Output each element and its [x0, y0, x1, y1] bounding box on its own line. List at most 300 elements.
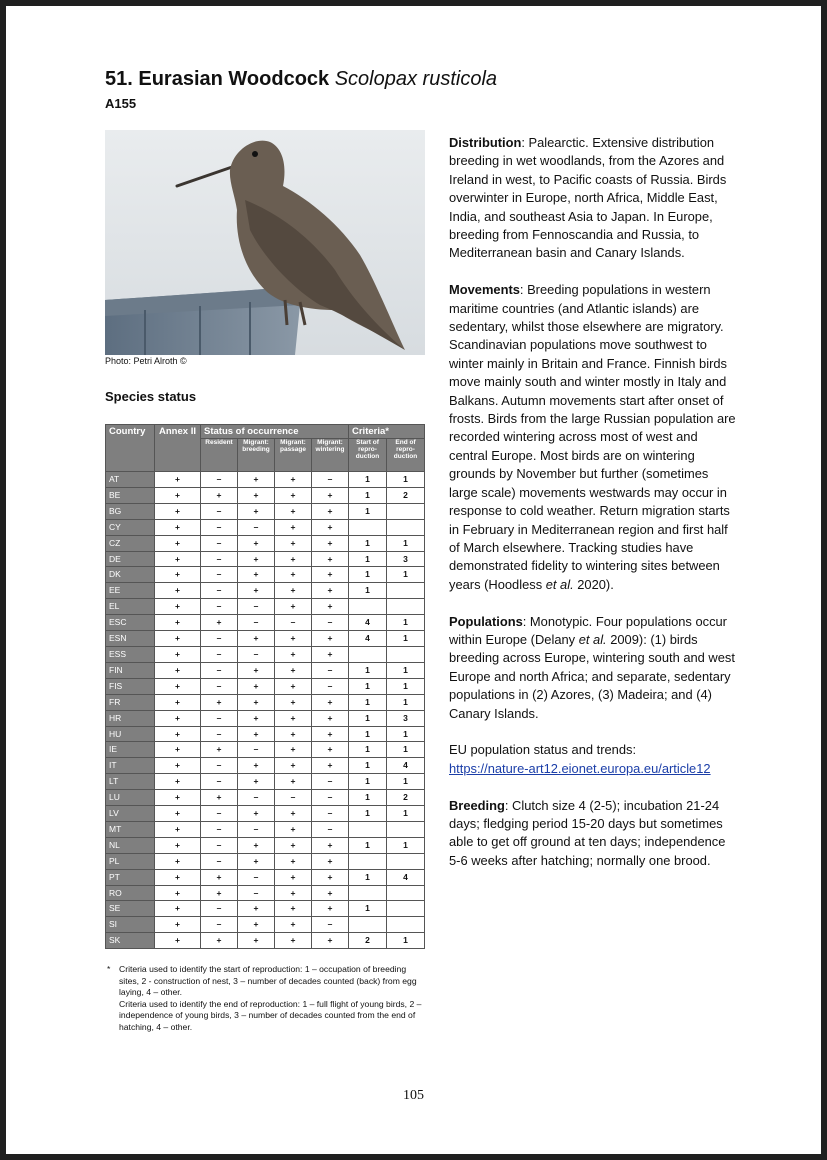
table-cell: +	[275, 535, 312, 551]
table-row	[106, 599, 425, 615]
table-cell: –	[201, 599, 238, 615]
table-cell: +	[238, 774, 275, 790]
table-cell	[387, 917, 425, 933]
table-cell: +	[155, 678, 201, 694]
country-code-cell: FIS	[106, 678, 155, 694]
table-cell	[349, 885, 387, 901]
country-code-cell: ESN	[106, 631, 155, 647]
country-code-cell: HU	[106, 726, 155, 742]
table-cell: 1	[349, 487, 387, 503]
table-cell: +	[312, 551, 349, 567]
table-row	[106, 710, 425, 726]
country-code-cell: BE	[106, 487, 155, 503]
header-end-reproduction: End of repro-duction	[387, 439, 425, 472]
breeding-paragraph	[449, 797, 739, 871]
table-cell	[387, 853, 425, 869]
country-code-cell: CY	[106, 519, 155, 535]
table-cell: +	[238, 710, 275, 726]
table-cell: +	[155, 519, 201, 535]
table-cell: +	[275, 503, 312, 519]
table-cell: +	[155, 726, 201, 742]
table-cell: +	[155, 631, 201, 647]
table-cell: +	[155, 599, 201, 615]
header-migrant-passage: Migrant: passage	[275, 439, 312, 472]
header-criteria: Criteria*	[349, 425, 425, 439]
table-cell: +	[238, 487, 275, 503]
table-row	[106, 917, 425, 933]
table-cell: +	[201, 933, 238, 949]
distribution-text: : Palearctic. Extensive distribution breeding in wet woodlands, from the Azores and Ireland in west, to Pacific coasts of Russia. Birds overwinter in Europe, north Africa, Middle East, India, and southeast Asia to Japan. In Europe, breeding from Fennoscandia and Russia, to Mediterranean basin and Canary Islands.	[449, 135, 727, 261]
table-cell: +	[155, 758, 201, 774]
table-cell: –	[312, 662, 349, 678]
table-cell: +	[275, 646, 312, 662]
footnote-end-criteria: Criteria used to identify the end of reproduction: 1 – full flight of young birds, 2 – independence of young birds, 3 – number of decades counted from the end of hatching, 4 – other.	[119, 998, 422, 1032]
table-cell: +	[155, 503, 201, 519]
country-code-cell: BG	[106, 503, 155, 519]
populations-text-end: 2009): (1) birds breeding across Europe, wintering south and west Europe and north Africa; and separate, sedentary populations in (2) Azores, (3) Madeira; and (4) Canary Islands.	[449, 631, 735, 721]
table-cell: +	[312, 837, 349, 853]
table-cell: +	[155, 535, 201, 551]
table-cell: +	[155, 646, 201, 662]
header-migrant-wintering: Migrant: wintering	[312, 439, 349, 472]
table-cell: 1	[349, 535, 387, 551]
table-cell: +	[275, 631, 312, 647]
table-cell: 1	[349, 472, 387, 488]
table-cell: +	[275, 869, 312, 885]
table-cell: +	[312, 694, 349, 710]
table-cell: +	[312, 583, 349, 599]
table-cell: –	[238, 599, 275, 615]
table-cell: +	[238, 758, 275, 774]
photo-credit: Photo: Petri Alroth ©	[105, 356, 187, 366]
table-row	[106, 487, 425, 503]
table-cell: +	[312, 758, 349, 774]
country-code-cell: RO	[106, 885, 155, 901]
country-code-cell: CZ	[106, 535, 155, 551]
title-latin-name: Scolopax rusticola	[334, 68, 498, 90]
table-cell: –	[238, 869, 275, 885]
table-cell: –	[238, 885, 275, 901]
table-cell: –	[312, 917, 349, 933]
woodcock-photo	[105, 130, 425, 355]
table-cell: +	[275, 472, 312, 488]
table-cell: +	[238, 694, 275, 710]
table-cell: +	[238, 535, 275, 551]
table-cell: 1	[387, 535, 425, 551]
table-cell: +	[238, 901, 275, 917]
table-cell: 1	[349, 869, 387, 885]
table-cell: 2	[387, 487, 425, 503]
populations-et-al: et al.	[578, 631, 607, 647]
table-cell: +	[275, 821, 312, 837]
table-cell: +	[238, 662, 275, 678]
table-cell: –	[275, 790, 312, 806]
table-cell: 1	[387, 742, 425, 758]
table-cell: +	[312, 567, 349, 583]
table-cell: 1	[387, 933, 425, 949]
table-row	[106, 806, 425, 822]
table-cell: +	[312, 933, 349, 949]
table-cell: –	[238, 519, 275, 535]
table-cell: 1	[387, 678, 425, 694]
table-cell: –	[238, 742, 275, 758]
country-code-cell: HR	[106, 710, 155, 726]
table-cell: +	[275, 885, 312, 901]
country-code-cell: FIN	[106, 662, 155, 678]
table-cell: +	[155, 694, 201, 710]
table-cell: 1	[349, 742, 387, 758]
table-cell: –	[201, 583, 238, 599]
country-code-cell: SI	[106, 917, 155, 933]
table-cell: +	[275, 583, 312, 599]
table-cell: +	[275, 487, 312, 503]
page-title	[105, 68, 497, 91]
trends-paragraph	[449, 741, 739, 778]
table-cell: 1	[349, 551, 387, 567]
header-status: Status of occurrence	[201, 425, 349, 439]
table-cell: –	[201, 837, 238, 853]
movements-et-al: et al.	[545, 576, 574, 592]
table-cell: +	[155, 885, 201, 901]
table-cell: +	[155, 487, 201, 503]
header-migrant-breeding: Migrant: breeding	[238, 439, 275, 472]
table-cell	[349, 917, 387, 933]
table-cell: 1	[349, 694, 387, 710]
table-cell	[349, 821, 387, 837]
table-cell: +	[201, 869, 238, 885]
table-cell: +	[155, 869, 201, 885]
table-row	[106, 472, 425, 488]
table-cell: –	[201, 806, 238, 822]
country-code-cell: FR	[106, 694, 155, 710]
header-country: Country	[106, 425, 155, 472]
table-cell: +	[275, 774, 312, 790]
table-cell: –	[238, 821, 275, 837]
table-row	[106, 742, 425, 758]
table-cell: +	[275, 519, 312, 535]
table-cell: +	[201, 742, 238, 758]
country-code-cell: LV	[106, 806, 155, 822]
country-code-cell: SK	[106, 933, 155, 949]
table-cell: +	[275, 901, 312, 917]
table-cell: 1	[349, 806, 387, 822]
table-cell: 1	[387, 806, 425, 822]
status-table-body	[106, 472, 425, 949]
table-cell: –	[201, 519, 238, 535]
distribution-paragraph	[449, 134, 739, 263]
table-cell: +	[155, 567, 201, 583]
table-cell: +	[155, 901, 201, 917]
header-start-reproduction: Start of repro-duction	[349, 439, 387, 472]
table-cell: –	[201, 662, 238, 678]
table-cell: 1	[349, 837, 387, 853]
table-cell: +	[238, 503, 275, 519]
breeding-text: : Clutch size 4 (2-5); incubation 21-24 days; fledging period 15-20 days but sometimes able to get off ground at ten days; independence 5-6 weeks after hatching; normally one brood.	[449, 797, 726, 868]
breeding-label: Breeding	[449, 797, 505, 813]
table-cell: +	[155, 710, 201, 726]
table-cell: –	[201, 567, 238, 583]
table-cell	[387, 599, 425, 615]
table-cell: –	[238, 790, 275, 806]
table-cell: 1	[387, 615, 425, 631]
table-cell: 4	[349, 615, 387, 631]
table-cell: +	[155, 662, 201, 678]
title-common-name: 51. Eurasian Woodcock	[105, 68, 330, 90]
table-cell: +	[155, 853, 201, 869]
table-row	[106, 519, 425, 535]
table-cell: –	[201, 901, 238, 917]
table-row	[106, 631, 425, 647]
table-cell: +	[275, 758, 312, 774]
table-cell	[387, 503, 425, 519]
movements-label: Movements	[449, 282, 520, 298]
table-row	[106, 503, 425, 519]
country-code-cell: NL	[106, 837, 155, 853]
table-cell: +	[238, 631, 275, 647]
table-cell: +	[155, 615, 201, 631]
table-cell: +	[275, 806, 312, 822]
table-cell: 1	[387, 837, 425, 853]
table-cell: +	[201, 615, 238, 631]
table-cell: 1	[387, 567, 425, 583]
woodcock-bird-icon	[105, 130, 425, 355]
table-cell: 1	[349, 710, 387, 726]
table-cell: +	[275, 662, 312, 678]
table-row	[106, 758, 425, 774]
table-row	[106, 535, 425, 551]
table-cell: 1	[387, 631, 425, 647]
table-footnote	[105, 964, 427, 1033]
country-code-cell: LT	[106, 774, 155, 790]
table-cell: +	[312, 599, 349, 615]
table-cell: +	[275, 710, 312, 726]
table-cell: –	[201, 503, 238, 519]
table-cell: +	[155, 917, 201, 933]
table-cell: +	[155, 742, 201, 758]
table-cell: +	[275, 837, 312, 853]
table-cell: 1	[387, 472, 425, 488]
species-status-table	[105, 424, 425, 949]
table-row	[106, 790, 425, 806]
table-row	[106, 885, 425, 901]
table-cell: +	[312, 726, 349, 742]
country-code-cell: ESS	[106, 646, 155, 662]
table-cell: +	[155, 933, 201, 949]
country-code-cell: LU	[106, 790, 155, 806]
country-code-cell: DK	[106, 567, 155, 583]
movements-text-end: 2020).	[573, 576, 614, 592]
table-cell: +	[275, 933, 312, 949]
table-cell: –	[312, 806, 349, 822]
table-cell: 2	[387, 790, 425, 806]
footnote-start-criteria: Criteria used to identify the start of reproduction: 1 – occupation of breeding sites, 2 - construction of nest, 3 – number of decades counted (back) from egg laying, 4 – other.	[119, 964, 417, 997]
table-cell: +	[275, 742, 312, 758]
table-cell: +	[312, 646, 349, 662]
table-row	[106, 837, 425, 853]
species-status-heading: Species status	[105, 389, 197, 404]
country-code-cell: EE	[106, 583, 155, 599]
table-cell: –	[312, 678, 349, 694]
populations-paragraph	[449, 613, 739, 723]
table-cell: –	[201, 472, 238, 488]
table-cell: +	[155, 790, 201, 806]
table-cell: –	[201, 726, 238, 742]
table-cell: +	[155, 774, 201, 790]
table-cell: +	[238, 472, 275, 488]
table-cell: –	[201, 551, 238, 567]
table-cell: 4	[349, 631, 387, 647]
table-cell: –	[312, 790, 349, 806]
table-cell: +	[201, 694, 238, 710]
table-row	[106, 551, 425, 567]
table-cell: –	[201, 853, 238, 869]
table-cell: +	[238, 567, 275, 583]
table-cell: +	[155, 821, 201, 837]
country-code-cell: MT	[106, 821, 155, 837]
table-cell: 1	[387, 726, 425, 742]
table-cell: +	[201, 885, 238, 901]
table-cell: 1	[349, 790, 387, 806]
table-cell: +	[312, 631, 349, 647]
table-cell: +	[312, 710, 349, 726]
table-cell: +	[238, 917, 275, 933]
table-cell: 2	[349, 933, 387, 949]
table-cell	[387, 885, 425, 901]
table-cell: +	[238, 853, 275, 869]
table-cell: +	[275, 567, 312, 583]
table-cell	[349, 853, 387, 869]
table-row	[106, 901, 425, 917]
table-cell: +	[201, 790, 238, 806]
table-cell: 1	[349, 567, 387, 583]
table-row	[106, 933, 425, 949]
table-cell	[387, 519, 425, 535]
populations-label: Populations	[449, 613, 523, 629]
table-row	[106, 615, 425, 631]
table-cell: –	[238, 615, 275, 631]
table-cell: 1	[349, 503, 387, 519]
table-cell: +	[275, 917, 312, 933]
country-code-cell: PT	[106, 869, 155, 885]
table-cell: +	[312, 869, 349, 885]
header-annex: Annex II	[155, 425, 201, 472]
table-cell: +	[312, 519, 349, 535]
table-row	[106, 678, 425, 694]
movements-paragraph	[449, 281, 739, 594]
table-cell: +	[312, 885, 349, 901]
table-cell: +	[238, 933, 275, 949]
table-cell: +	[238, 806, 275, 822]
table-cell	[349, 646, 387, 662]
table-cell: –	[201, 678, 238, 694]
movements-text: : Breeding populations in western maritime countries (and Atlantic islands) are sedentary, whilst those elsewhere are migratory. Scandinavian populations move southwest to winter mainly in Britain and France. Finnish birds move mainly south and winter mostly in Italy and Balkans. Autumn movements start after onset of frosts. Birds from the large Russian population are recorded wintering across most of west and central Europe. Most birds are on wintering grounds by November but further (sometimes large scale) movements westwards may occur in response to cold weather. Return migration starts in February in Mediterranean region and first half of March elsewhere. Tracking studies have demonstrated fidelity to wintering sites between years (Hoodless	[449, 282, 736, 592]
table-cell: 1	[349, 901, 387, 917]
table-cell: +	[238, 837, 275, 853]
distribution-label: Distribution	[449, 135, 522, 150]
table-cell: –	[275, 615, 312, 631]
table-cell: +	[275, 853, 312, 869]
table-row	[106, 694, 425, 710]
country-code-cell: IT	[106, 758, 155, 774]
table-cell: 3	[387, 710, 425, 726]
table-cell: –	[312, 821, 349, 837]
table-cell: –	[312, 615, 349, 631]
table-cell: 1	[349, 662, 387, 678]
table-cell: –	[201, 646, 238, 662]
table-row	[106, 726, 425, 742]
table-cell: +	[238, 583, 275, 599]
country-code-cell: SE	[106, 901, 155, 917]
page-number: 105	[403, 1088, 424, 1103]
footnote-star: *	[107, 964, 111, 974]
table-cell: 1	[387, 774, 425, 790]
species-code: A155	[105, 96, 137, 111]
table-cell	[387, 821, 425, 837]
table-cell: –	[238, 646, 275, 662]
table-cell	[387, 646, 425, 662]
header-resident: Resident	[201, 439, 238, 472]
table-cell: –	[201, 710, 238, 726]
table-cell: +	[275, 551, 312, 567]
table-cell: –	[201, 821, 238, 837]
country-code-cell: IE	[106, 742, 155, 758]
table-cell: 1	[349, 678, 387, 694]
populations-text: : Monotypic. Four populations occur within Europe (Delany	[449, 613, 727, 647]
table-cell: 1	[349, 726, 387, 742]
table-row	[106, 583, 425, 599]
article12-link[interactable]: https://nature-art12.eionet.europa.eu/article12	[449, 760, 711, 776]
table-cell	[387, 901, 425, 917]
table-cell: 1	[349, 758, 387, 774]
table-cell: +	[312, 901, 349, 917]
table-row	[106, 567, 425, 583]
table-cell: +	[155, 837, 201, 853]
table-cell: –	[201, 758, 238, 774]
table-cell: +	[275, 726, 312, 742]
table-cell: 1	[387, 662, 425, 678]
table-cell: 4	[387, 869, 425, 885]
table-cell: +	[155, 472, 201, 488]
table-cell: +	[312, 487, 349, 503]
table-cell: +	[275, 678, 312, 694]
table-cell: –	[201, 535, 238, 551]
table-cell: +	[312, 503, 349, 519]
table-row	[106, 662, 425, 678]
table-cell: +	[155, 806, 201, 822]
table-row	[106, 821, 425, 837]
text-column	[449, 134, 739, 889]
table-cell: 4	[387, 758, 425, 774]
table-cell: –	[312, 774, 349, 790]
table-cell	[349, 599, 387, 615]
country-code-cell: EL	[106, 599, 155, 615]
table-cell	[349, 519, 387, 535]
table-cell: +	[312, 853, 349, 869]
country-code-cell: PL	[106, 853, 155, 869]
country-code-cell: ESC	[106, 615, 155, 631]
table-cell: –	[312, 472, 349, 488]
table-cell: +	[275, 599, 312, 615]
table-cell	[387, 583, 425, 599]
table-row	[106, 869, 425, 885]
table-row	[106, 774, 425, 790]
table-cell: +	[275, 694, 312, 710]
table-cell: –	[201, 774, 238, 790]
table-cell: +	[155, 583, 201, 599]
table-cell: +	[312, 742, 349, 758]
table-cell: +	[238, 726, 275, 742]
table-cell: +	[155, 551, 201, 567]
